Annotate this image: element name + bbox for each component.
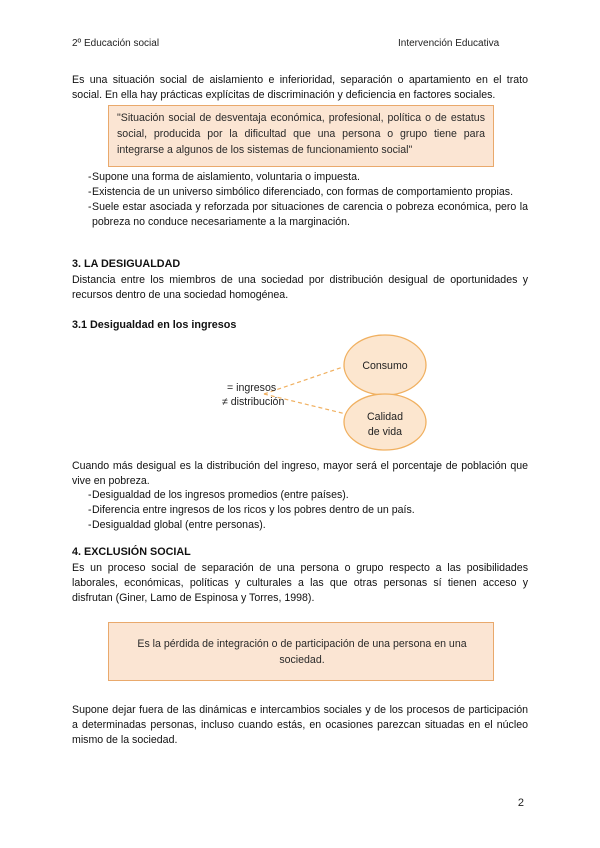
intro-quote-text: "Situación social de desventaja económica, profesional, política o de estatus social, producida por la dificultad que una persona o grupo tiene para integrarse a algunos de los sistemas de funcionamiento social" (117, 112, 485, 156)
arrow-line-top (264, 366, 346, 394)
page-number: 2 (517, 797, 524, 809)
list-item: - Diferencia entre ingresos de los ricos y los pobres dentro de un país. (88, 504, 415, 516)
list-item: - Suele estar asociada y reforzada por situaciones de carencia o pobreza económica, pero la pobreza no conduce necesariamente a la marginación. (88, 201, 528, 228)
header-subject: 2º Educación social (72, 38, 160, 49)
section-4-quote-text: Es la pérdida de integración o de participación de una persona en una sociedad. (137, 638, 467, 666)
section-3-paragraph: Distancia entre los miembros de una sociedad por distribución desigual de oportunidades y recursos dentro de una sociedad homogénea. (72, 274, 528, 301)
list-item: - Supone una forma de aislamiento, voluntaria o impuesta. (88, 171, 360, 183)
section-3-heading: 3. LA DESIGUALDAD (72, 258, 181, 270)
ellipse-calidad-label-1: Calidad (367, 411, 403, 423)
diagram-left-line2: ≠ distribución (222, 396, 285, 408)
ellipse-calidad-label-2: de vida (367, 426, 403, 438)
section-4-paragraph: Es un proceso social de separación de una persona o grupo respecto a las posibilidades laborales, económicas, políticas y culturales a las que otras personas sí tienen acceso y disfrutan (Giner, Lamo de Espinosa y Torres, 1998). (72, 562, 528, 604)
section-4-quote-box (108, 622, 494, 681)
diagram-left-line1: = ingresos (227, 382, 277, 394)
header-course: Intervención Educativa (398, 38, 500, 49)
list-item: - Desigualdad de los ingresos promedios (entre países). (88, 489, 349, 501)
intro-paragraph: Es una situación social de aislamiento e inferioridad, separación o apartamiento en el trato social. En ella hay prácticas explícitas de discriminación y deficiencia en factores sociales. (72, 74, 528, 101)
ellipse-consumo-label: Consumo (362, 360, 408, 372)
list-item: - Existencia de un universo simbólico diferenciado, con formas de comportamiento propias. (88, 186, 514, 198)
section-3-paragraph-2: Cuando más desigual es la distribución del ingreso, mayor será el porcentaje de población que vive en pobreza. (72, 460, 528, 487)
section-4-paragraph-2: Supone dejar fuera de las dinámicas e intercambios sociales y de los procesos de participación a determinadas personas, incluso cuando estás, en ocasiones parezcan situadas en el núcleo mismo de la sociedad. (72, 704, 528, 746)
section-4-heading: 4. EXCLUSIÓN SOCIAL (72, 546, 191, 558)
section-3-1-heading: 3.1 Desigualdad en los ingresos (72, 319, 237, 331)
section-3-bullet-list (72, 488, 528, 533)
list-item: - Desigualdad global (entre personas). (88, 519, 266, 531)
